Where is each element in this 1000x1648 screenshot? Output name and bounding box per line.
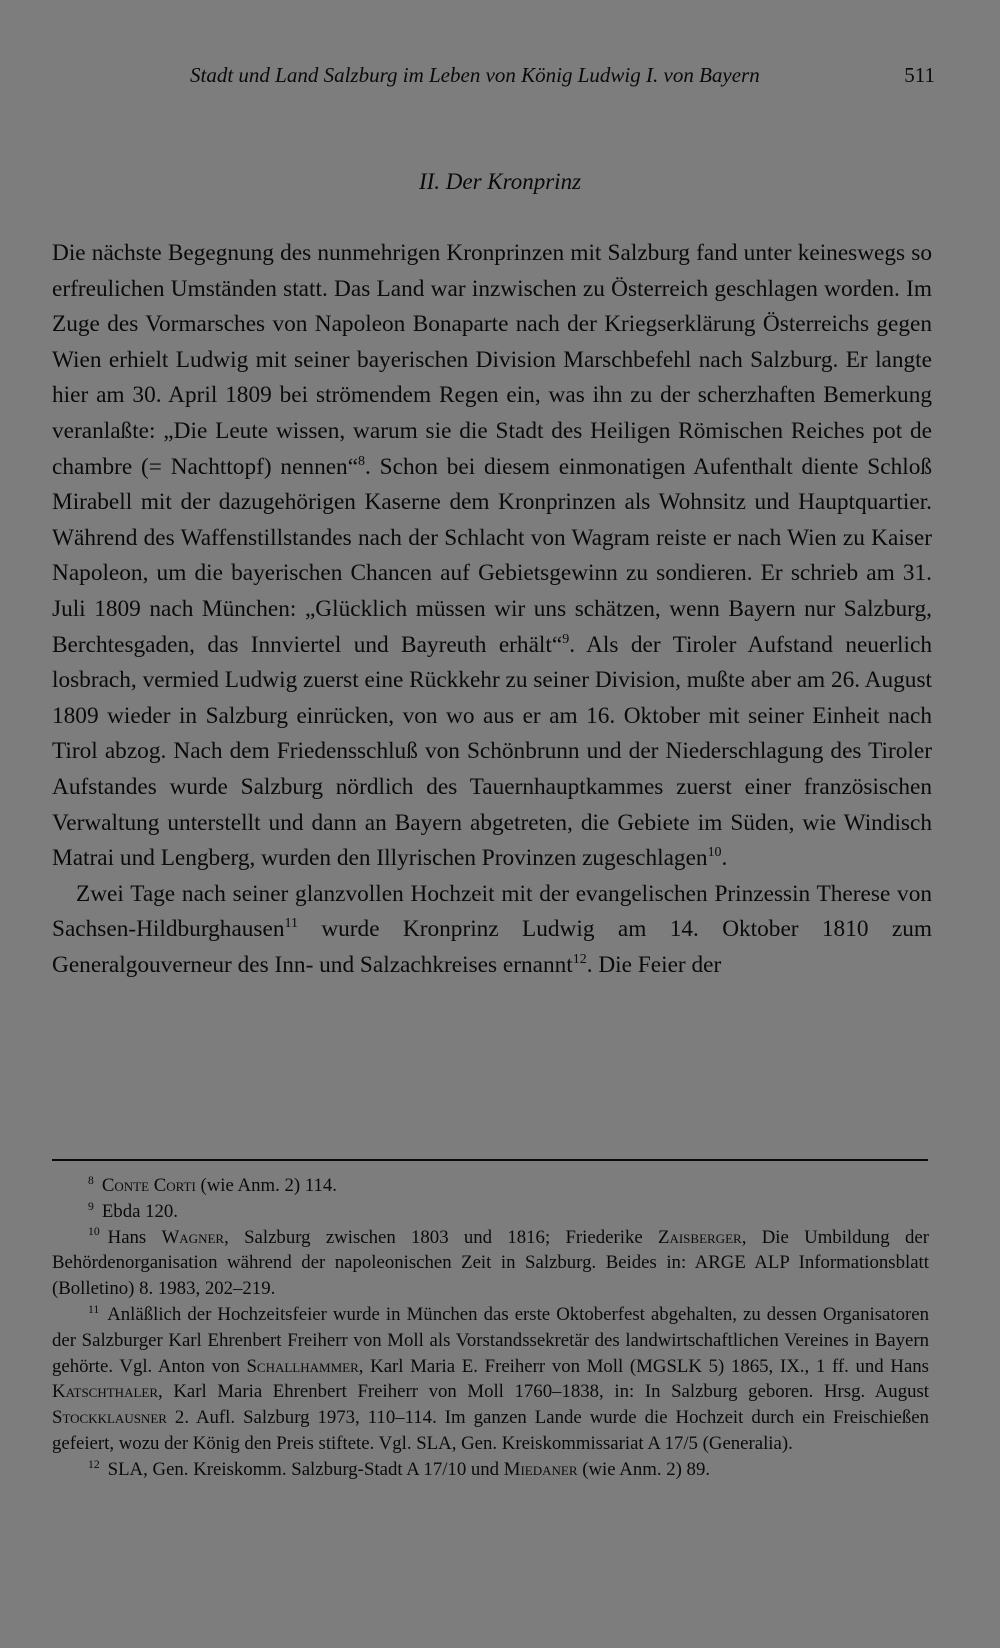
paragraph-1-text-d: .: [721, 845, 728, 872]
footnote-divider: [52, 1159, 928, 1161]
paragraph-1-text-a: Die nächste Begegnung des nunmehrigen Kronprinzen mit Salzburg fand unter keineswegs so erfreulichen Umständen statt. Das Land war inzwischen zu Österreich geschlagen worden. Im Zuge des Vormarsches von Napoleon Bonaparte nach der Kriegserklärung Österreichs gegen Wien erhielt Ludwig mit seiner bayerischen Division Marschbefehl nach Salzburg. Er langte hier am 30. April 1809 bei strömendem Regen ein, was ihn zu der scherzhaften Bemerkung veranlaßte: „Die Leute wissen, warum sie die Stadt des Heiligen Römischen Reiches pot de chambre (= Nachttopf) nennen“: [52, 240, 932, 480]
footnote-9: [52, 1199, 929, 1225]
footnote-ref-9: 9: [562, 631, 570, 647]
paragraph-1: [52, 236, 932, 877]
footnote-ref-10: 10: [707, 845, 722, 861]
footnotes: [52, 1173, 929, 1483]
page-number: 511: [904, 63, 935, 87]
footnote-number: 11: [88, 1302, 100, 1316]
footnote-text: SLA, Gen. Kreiskomm. Salzburg-Stadt A 17/10 und: [107, 1458, 504, 1480]
paragraph-2-text-b: wurde Kronprinz Ludwig am 14. Oktober 1810 zum Generalgouverneur des Inn- und Salzachkreises ernannt: [52, 916, 932, 978]
footnote-ref-12: 12: [572, 952, 587, 968]
footnote-author-name: Miedaner: [503, 1458, 578, 1480]
footnote-ref-11: 11: [284, 916, 298, 932]
footnote-text: Ebda 120.: [101, 1200, 178, 1222]
footnote-11: [52, 1302, 929, 1457]
paragraph-1-text-b: . Schon bei diesem einmonatigen Aufenthalt diente Schloß Mirabell mit der dazugehörigen Kaserne dem Kronprinzen als Wohnsitz und Hauptquartier. Während des Waffenstillstandes nach der Schlacht von Wagram reiste er nach Wien zu Kaiser Napoleon, um die bayerischen Chancen auf Gebietsgewinn zu sondieren. Er schrieb am 31. Juli 1809 nach München: „Glücklich müssen wir uns schätzen, wenn Bayern nur Salzburg, Berchtesgaden, das Innviertel und Bayreuth erhält“: [52, 453, 932, 658]
footnote-author-name: Stockklausner: [52, 1407, 167, 1429]
section-title: II. Der Kronprinz: [418, 169, 582, 194]
footnote-author-name: Conte Corti: [101, 1175, 196, 1196]
footnote-number: 12: [88, 1457, 100, 1471]
footnote-author-name: Schallhammer: [246, 1355, 359, 1377]
footnote-text: 2. Aufl. Salzburg 1973, 110–114. Im ganzen Lande wurde die Hochzeit durch ein Freischießen gefeiert, wozu der König den Preis stiftete. Vgl. SLA, Gen. Kreiskommissariat A 17/5 (Generalia).: [52, 1407, 929, 1454]
footnote-text: , Karl Maria Ehrenbert Freiherr von Moll 1760–1838, in: In Salzburg geboren. Hrsg. August: [158, 1381, 929, 1403]
paragraph-2: [52, 877, 932, 984]
footnote-text: , Karl Maria E. Freiherr von Moll (MGSLK 5) 1865, IX., 1 ff. und Hans: [358, 1355, 929, 1377]
footnote-text: (wie Anm. 2) 114.: [195, 1175, 337, 1196]
footnote-number: 10: [88, 1225, 100, 1239]
footnote-text: (wie Anm. 2) 89.: [577, 1458, 711, 1480]
body-text: [52, 236, 932, 983]
footnote-10: [52, 1225, 929, 1302]
footnote-text: Hans: [107, 1226, 162, 1248]
footnote-text: Anläßlich der Hochzeitsfeier wurde in München das erste Oktoberfest abgehalten, zu dessen Organisatoren der Salzburger Karl Ehrenbert Freiherr von Moll als Vorstandssekretär des landwirtschaftlichen Vereines in Bayern gehörte. Vgl. Anton von: [52, 1303, 929, 1377]
footnote-12: [52, 1457, 929, 1483]
footnote-text: , Salzburg zwischen 1803 und 1816; Friederike: [224, 1226, 658, 1248]
footnote-number: 9: [88, 1199, 94, 1213]
footnote-text: , Die Umbildung der Behördenorganisation während der napoleonischen Zeit in Salzburg. Beides in: ARGE ALP Informationsblatt (Bolletino) 8. 1983, 202–219.: [52, 1226, 929, 1300]
paragraph-2-text-c: . Die Feier der: [586, 951, 722, 978]
paragraph-2-text-a: Zwei Tage nach seiner glanzvollen Hochzeit mit der evangelischen Prinzessin Therese von Sachsen-Hildburghausen: [52, 880, 932, 943]
footnote-author-name: Wagner: [161, 1226, 225, 1248]
paragraph-1-text-c: . Als der Tiroler Aufstand neuerlich losbrach, vermied Ludwig zuerst eine Rückkehr zu seiner Division, mußte aber am 26. August 1809 wieder in Salzburg einrücken, von wo aus er am 16. Oktober mit seiner Einheit nach Tirol abzog. Nach dem Friedensschluß von Schönbrunn und der Niederschlagung des Tiroler Aufstandes wurde Salzburg nördlich des Tauernhauptkammes zuerst einer französischen Verwaltung unterstellt und dann an Bayern abgetreten, die Gebiete im Süden, wie Windisch Matrai und Lengberg, wurden den Illyrischen Provinzen zugeschlagen: [52, 631, 932, 872]
footnote-number: 8: [88, 1173, 94, 1187]
footnote-ref-8: 8: [358, 453, 366, 469]
footnote-author-name: Zaisberger: [657, 1226, 742, 1248]
footnote-8: [52, 1173, 929, 1199]
running-head-title: Stadt und Land Salzburg im Leben von König Ludwig I. von Bayern: [190, 63, 760, 87]
footnote-author-name: Katschthaler: [52, 1381, 159, 1403]
